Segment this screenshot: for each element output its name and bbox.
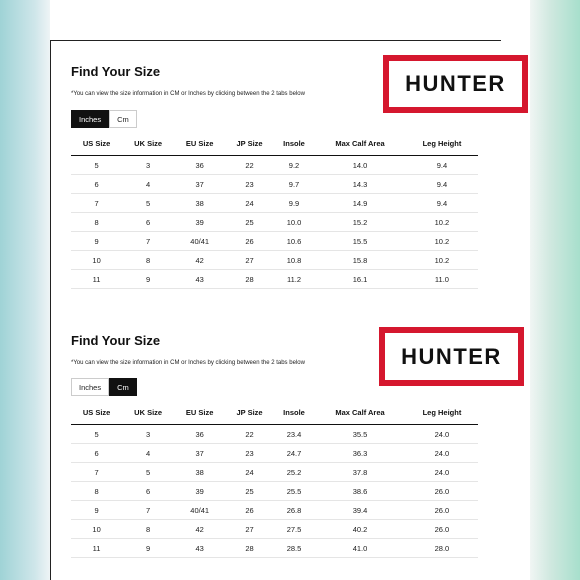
table-cell: 9.4	[406, 156, 478, 175]
table-cell: 25.2	[274, 463, 314, 482]
table-cell: 14.3	[314, 175, 406, 194]
table-cell: 6	[71, 175, 122, 194]
table-cell: 7	[71, 194, 122, 213]
table-cell: 15.2	[314, 213, 406, 232]
table-cell: 11.0	[406, 270, 478, 289]
table-cell: 43	[174, 270, 225, 289]
table-cell: 8	[122, 251, 174, 270]
table-cell: 26.8	[274, 501, 314, 520]
table-cell: 28.5	[274, 539, 314, 558]
table-cell: 15.8	[314, 251, 406, 270]
table-cell: 28.0	[406, 539, 478, 558]
table-cell: 24.0	[406, 425, 478, 444]
table-cell: 10.2	[406, 213, 478, 232]
table-cell: 14.9	[314, 194, 406, 213]
panel-description: *You can view the size information in CM or Inches by clicking between the 2 tabs below	[71, 91, 305, 97]
tab-inches[interactable]: Inches	[71, 378, 109, 396]
table-cell: 37.8	[314, 463, 406, 482]
table-cell: 26	[225, 501, 274, 520]
column-header: JP Size	[225, 131, 274, 156]
table-row	[71, 156, 478, 175]
table-cell: 9.4	[406, 194, 478, 213]
table-cell: 37	[174, 175, 225, 194]
table-row	[71, 463, 478, 482]
table-cell: 5	[71, 156, 122, 175]
table-cell: 9	[122, 270, 174, 289]
table-cell: 10.2	[406, 251, 478, 270]
table-cell: 3	[122, 156, 174, 175]
table-cell: 4	[122, 175, 174, 194]
table-cell: 36.3	[314, 444, 406, 463]
table-cell: 9	[122, 539, 174, 558]
tab-cm[interactable]: Cm	[109, 378, 137, 396]
table-row	[71, 482, 478, 501]
table-cell: 6	[71, 444, 122, 463]
table-row	[71, 520, 478, 539]
table-cell: 10.2	[406, 232, 478, 251]
table-cell: 28	[225, 270, 274, 289]
table-cell: 26	[225, 232, 274, 251]
table-cell: 10	[71, 251, 122, 270]
table-cell: 11	[71, 539, 122, 558]
table-cell: 43	[174, 539, 225, 558]
table-cell: 27	[225, 251, 274, 270]
table-cell: 9.4	[406, 175, 478, 194]
column-header: JP Size	[225, 400, 274, 425]
table-cell: 11	[71, 270, 122, 289]
size-guide-sheet	[50, 0, 530, 580]
column-header: UK Size	[122, 131, 174, 156]
table-cell: 7	[71, 463, 122, 482]
table-cell: 11.2	[274, 270, 314, 289]
hunter-logo-text: HUNTER	[401, 343, 502, 369]
table-cell: 23	[225, 175, 274, 194]
table-cell: 35.5	[314, 425, 406, 444]
table-cell: 25	[225, 213, 274, 232]
table-cell: 24	[225, 463, 274, 482]
table-cell: 38	[174, 194, 225, 213]
table-cell: 7	[122, 232, 174, 251]
table-cell: 24.7	[274, 444, 314, 463]
table-cell: 5	[71, 425, 122, 444]
table-cell: 25	[225, 482, 274, 501]
table-cell: 26.0	[406, 501, 478, 520]
size-guide-cm-panel	[50, 311, 501, 580]
table-cell: 9.9	[274, 194, 314, 213]
table-row	[71, 501, 478, 520]
table-row	[71, 232, 478, 251]
table-cell: 40.2	[314, 520, 406, 539]
table-cell: 37	[174, 444, 225, 463]
table-cell: 26.0	[406, 520, 478, 539]
table-cell: 10	[71, 520, 122, 539]
size-guide-inches-panel	[50, 40, 506, 312]
table-cell: 22	[225, 156, 274, 175]
table-cell: 38	[174, 463, 225, 482]
column-header: Insole	[274, 131, 314, 156]
table-cell: 40/41	[174, 501, 225, 520]
panel-description: *You can view the size information in CM or Inches by clicking between the 2 tabs below	[71, 360, 305, 366]
table-cell: 4	[122, 444, 174, 463]
table-cell: 9.2	[274, 156, 314, 175]
table-cell: 40/41	[174, 232, 225, 251]
column-header: EU Size	[174, 131, 225, 156]
table-cell: 28	[225, 539, 274, 558]
hunter-logo	[379, 327, 524, 386]
table-cell: 6	[122, 482, 174, 501]
table-cell: 10.6	[274, 232, 314, 251]
table-cell: 9.7	[274, 175, 314, 194]
table-cell: 5	[122, 194, 174, 213]
table-cell: 27.5	[274, 520, 314, 539]
table-cell: 41.0	[314, 539, 406, 558]
table-cell: 8	[71, 213, 122, 232]
table-cell: 36	[174, 425, 225, 444]
table-cell: 25.5	[274, 482, 314, 501]
table-cell: 3	[122, 425, 174, 444]
table-cell: 39	[174, 482, 225, 501]
table-cell: 7	[122, 501, 174, 520]
size-table-inches	[71, 131, 478, 289]
column-header: Max Calf Area	[314, 400, 406, 425]
table-row	[71, 444, 478, 463]
table-cell: 23.4	[274, 425, 314, 444]
table-row	[71, 270, 478, 289]
tab-inches[interactable]: Inches	[71, 110, 109, 128]
table-row	[71, 194, 478, 213]
panel-title: Find Your Size	[71, 64, 161, 79]
table-row	[71, 251, 478, 270]
table-cell: 26.0	[406, 482, 478, 501]
table-cell: 8	[71, 482, 122, 501]
table-header-row	[71, 131, 478, 156]
table-cell: 15.5	[314, 232, 406, 251]
table-row	[71, 425, 478, 444]
tab-cm[interactable]: Cm	[109, 110, 137, 128]
column-header: US Size	[71, 400, 122, 425]
table-row	[71, 213, 478, 232]
column-header: Max Calf Area	[314, 131, 406, 156]
table-cell: 24	[225, 194, 274, 213]
column-header: Leg Height	[406, 400, 478, 425]
table-cell: 23	[225, 444, 274, 463]
size-table-cm	[71, 400, 478, 558]
table-cell: 16.1	[314, 270, 406, 289]
table-cell: 6	[122, 213, 174, 232]
table-cell: 24.0	[406, 444, 478, 463]
table-cell: 10.0	[274, 213, 314, 232]
table-cell: 9	[71, 232, 122, 251]
table-cell: 36	[174, 156, 225, 175]
table-cell: 22	[225, 425, 274, 444]
unit-tabs	[71, 110, 137, 128]
unit-tabs	[71, 378, 137, 396]
column-header: Insole	[274, 400, 314, 425]
column-header: EU Size	[174, 400, 225, 425]
column-header: Leg Height	[406, 131, 478, 156]
hunter-logo-text: HUNTER	[405, 71, 506, 96]
hunter-logo	[383, 55, 528, 113]
table-cell: 38.6	[314, 482, 406, 501]
table-cell: 10.8	[274, 251, 314, 270]
panel-title: Find Your Size	[71, 333, 161, 348]
table-header-row	[71, 400, 478, 425]
column-header: UK Size	[122, 400, 174, 425]
table-cell: 5	[122, 463, 174, 482]
table-row	[71, 539, 478, 558]
table-cell: 42	[174, 251, 225, 270]
column-header: US Size	[71, 131, 122, 156]
table-cell: 39	[174, 213, 225, 232]
table-row	[71, 175, 478, 194]
table-cell: 24.0	[406, 463, 478, 482]
table-cell: 14.0	[314, 156, 406, 175]
table-cell: 9	[71, 501, 122, 520]
table-cell: 27	[225, 520, 274, 539]
table-cell: 8	[122, 520, 174, 539]
table-cell: 42	[174, 520, 225, 539]
table-cell: 39.4	[314, 501, 406, 520]
